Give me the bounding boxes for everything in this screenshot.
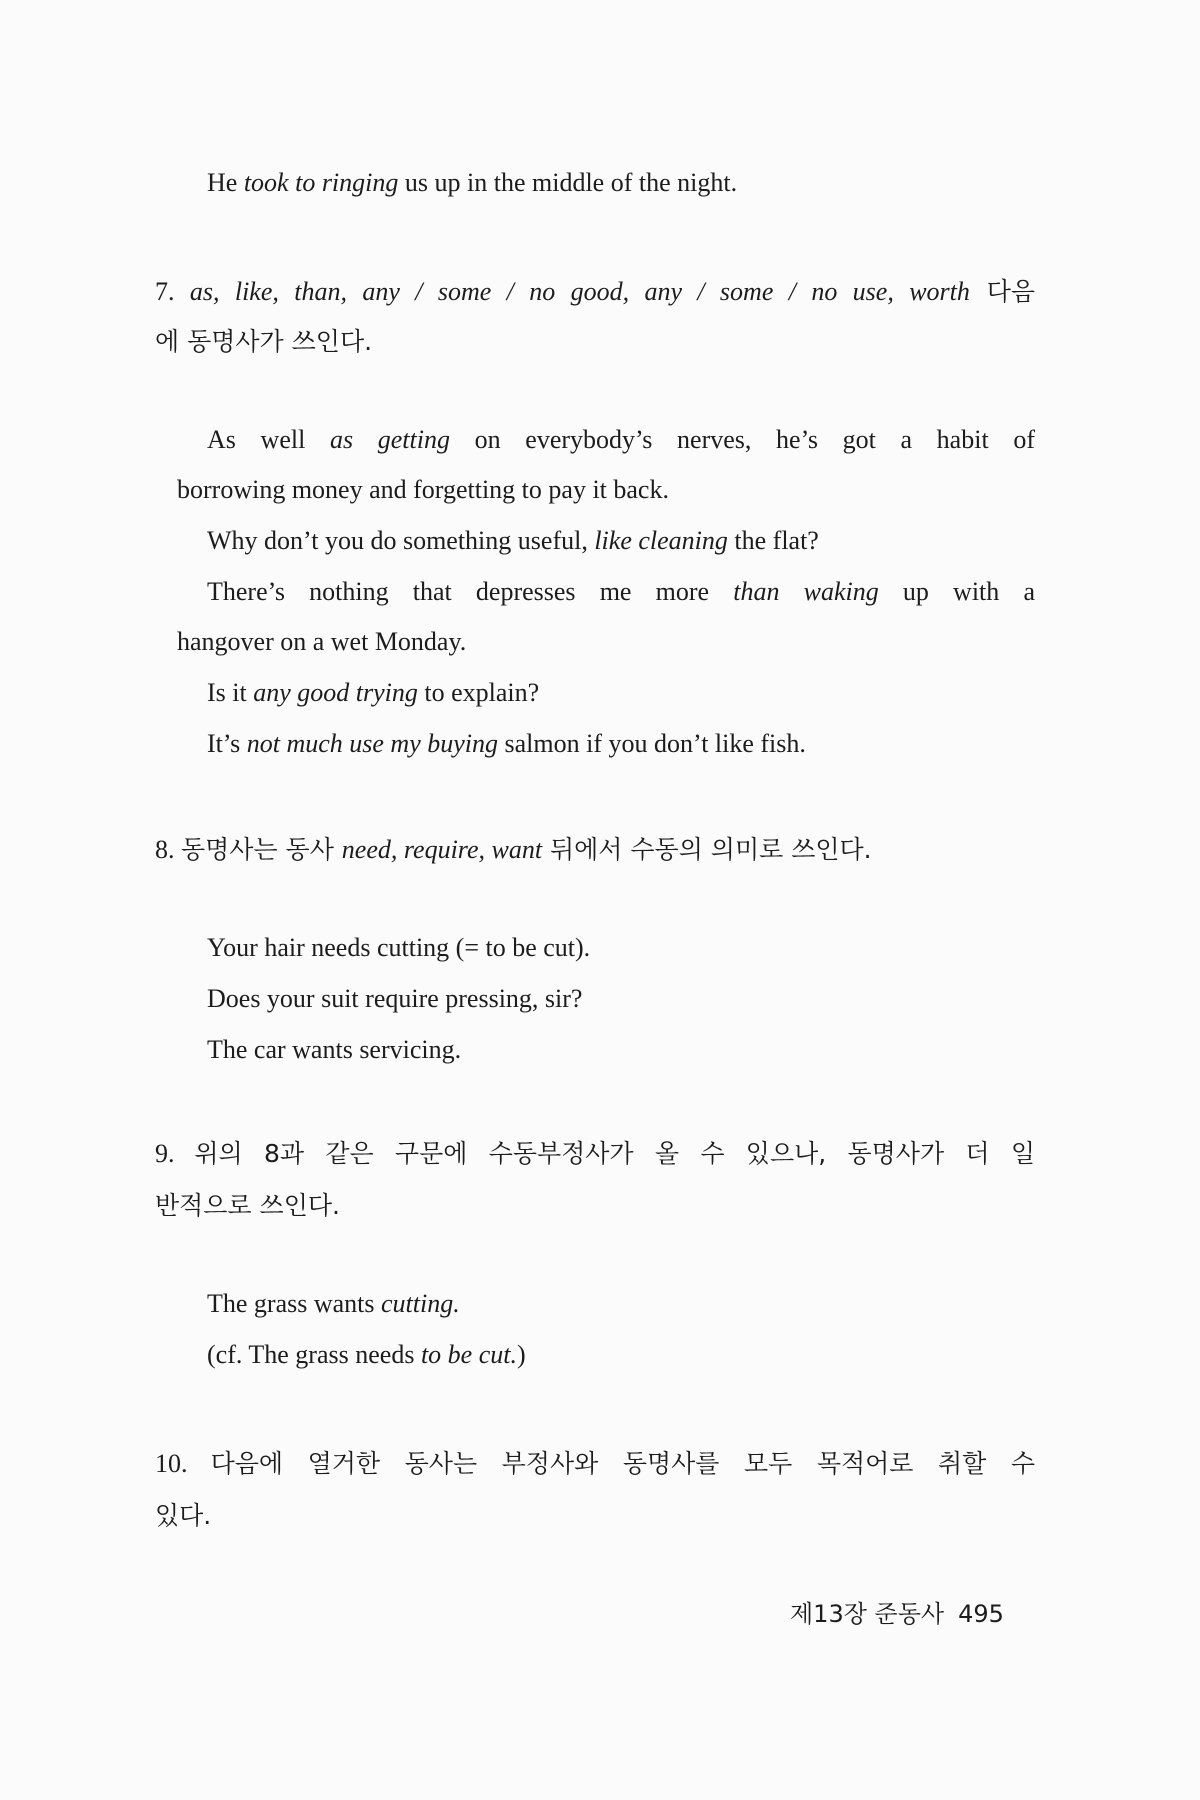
section-9-heading-cont	[155, 1176, 1035, 1236]
korean-text: 다음	[969, 277, 1036, 306]
example-not-much-use	[207, 718, 806, 770]
example-as-getting-cont: borrowing money and forgetting to pay it back.	[177, 475, 669, 504]
italic-terms: need, require, want	[341, 835, 543, 864]
italic-text: as getting	[329, 425, 450, 454]
korean-text: 반적으로 쓰인다.	[155, 1191, 340, 1220]
example-grass-wants	[207, 1278, 460, 1330]
korean-text: 동명사는 동사	[181, 835, 342, 864]
example-hair-needs: Your hair needs cutting (= to be cut).	[207, 933, 591, 962]
korean-text: 있다.	[155, 1501, 212, 1530]
italic-terms: as, like, than, any / some / no good, any / some / no use, worth	[189, 277, 970, 306]
italic-text: like cleaning	[594, 526, 728, 555]
korean-text: 뒤에서 수동의 의미로 쓰인다.	[542, 835, 872, 864]
example-as-getting	[207, 414, 1035, 466]
section-7-heading-cont	[155, 312, 1035, 372]
text: The grass wants	[207, 1289, 382, 1318]
korean-text: 위의 8과 같은 구문에 수동부정사가 올 수 있으나, 동명사가 더 일	[194, 1139, 1035, 1168]
section-number: 8.	[155, 835, 181, 864]
text: He	[207, 168, 244, 197]
korean-text: 다음에 열거한 동사는 부정사와 동명사를 모두 목적어로 취할 수	[210, 1449, 1036, 1478]
italic-text: not much use my buying	[246, 729, 499, 758]
page-number: 495	[958, 1600, 1004, 1628]
text: salmon if you don’t like fish.	[498, 729, 806, 758]
text: Is it	[207, 678, 254, 707]
text: to explain?	[417, 678, 540, 707]
italic-text: took to ringing	[243, 168, 399, 197]
text: us up in the middle of the night.	[398, 168, 738, 197]
text: )	[516, 1340, 526, 1369]
italic-text: to be cut.	[420, 1340, 517, 1369]
text: (cf. The grass needs	[207, 1340, 421, 1369]
text: on everybody’s nerves, he’s got a habit of	[449, 425, 1035, 454]
example-suit-require: Does your suit require pressing, sir?	[207, 984, 583, 1013]
text: Why don’t you do something useful,	[207, 526, 595, 555]
text: It’s	[207, 729, 247, 758]
italic-text: any good trying	[253, 678, 418, 707]
page-footer	[790, 1594, 1010, 1634]
text: up with a	[878, 577, 1035, 606]
example-like-cleaning	[207, 515, 819, 567]
example-any-good	[207, 667, 539, 719]
example-car-wants: The car wants servicing.	[207, 1035, 462, 1064]
italic-text: cutting.	[381, 1289, 460, 1318]
section-number: 7.	[155, 277, 190, 306]
text: the flat?	[727, 526, 819, 555]
section-number: 9.	[155, 1139, 195, 1168]
section-10-heading-cont	[155, 1486, 1035, 1546]
text: There’s nothing that depresses me more	[207, 577, 734, 606]
section-8-heading	[155, 820, 1035, 880]
example-than-waking	[207, 566, 1035, 618]
section-9-heading	[155, 1124, 1035, 1184]
chapter-label: 제13장 준동사	[790, 1600, 945, 1628]
text: As well	[207, 425, 330, 454]
example-grass-needs	[207, 1329, 526, 1381]
italic-text: than waking	[733, 577, 879, 606]
section-number: 10.	[155, 1449, 211, 1478]
section-10-heading	[155, 1434, 1035, 1494]
example-took-to	[207, 157, 737, 209]
example-than-waking-cont: hangover on a wet Monday.	[177, 627, 467, 656]
korean-text: 에 동명사가 쓰인다.	[155, 327, 373, 356]
